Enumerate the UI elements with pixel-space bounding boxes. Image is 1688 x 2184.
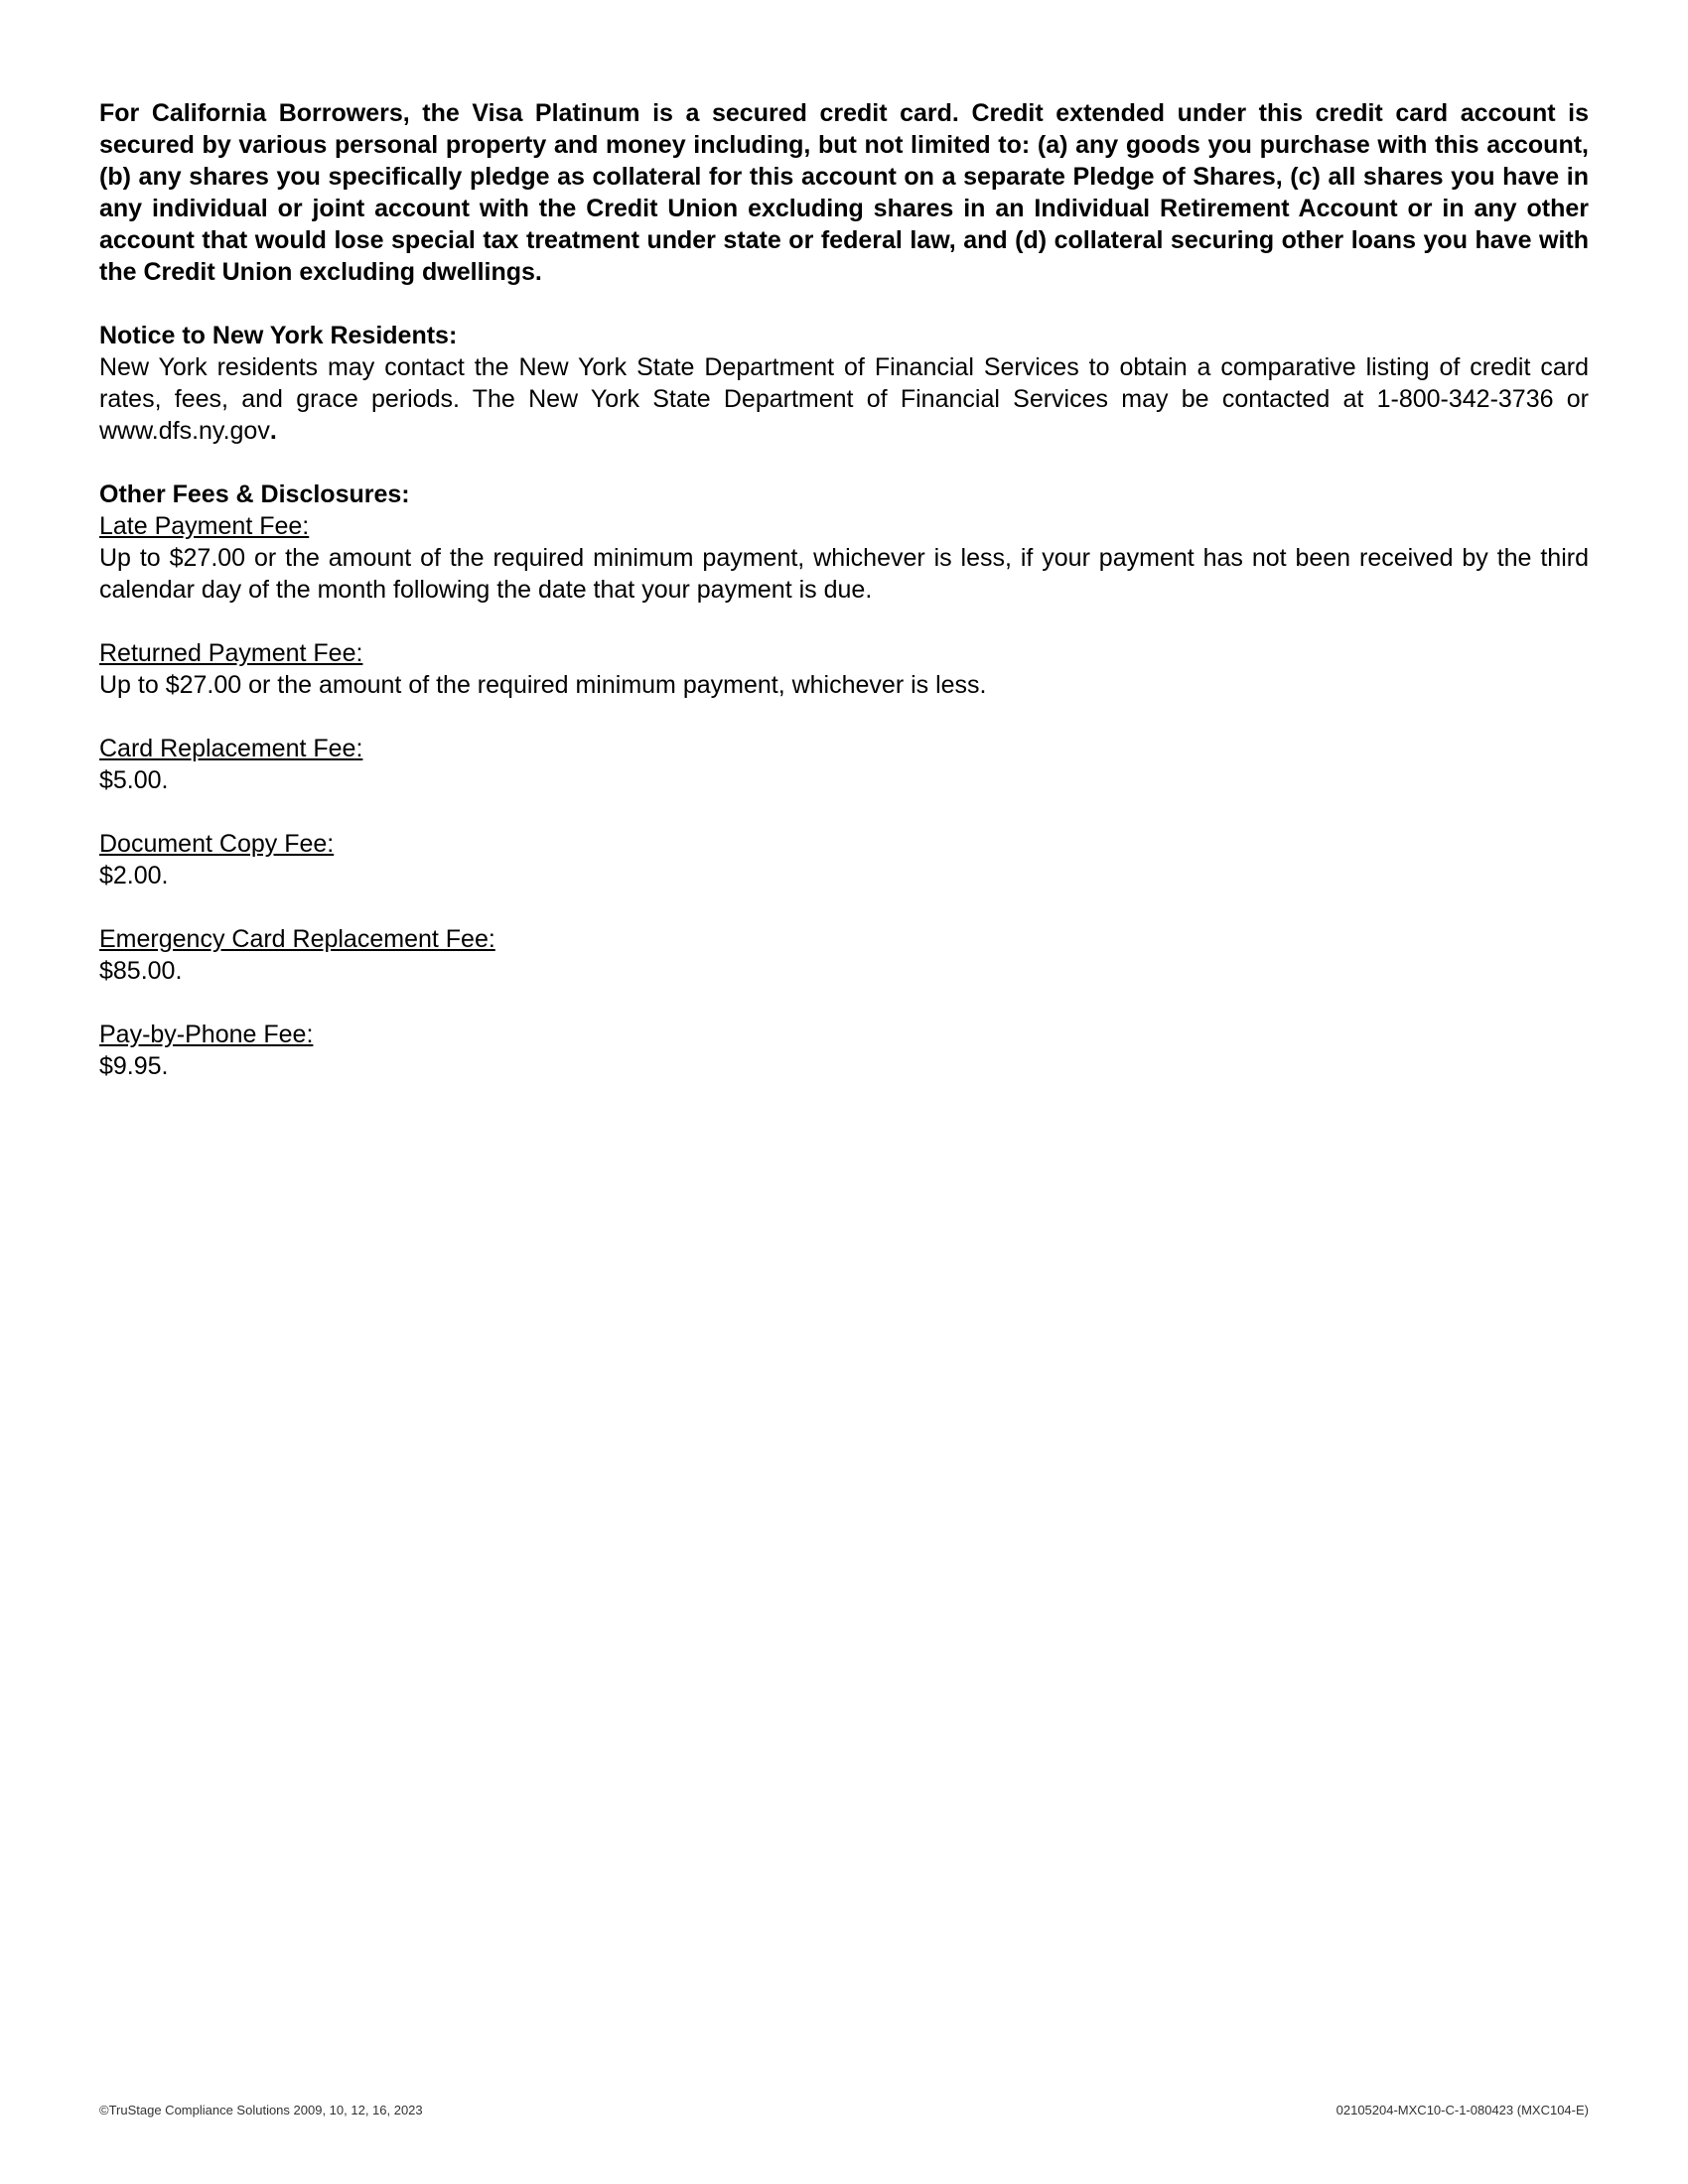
fee-text: $5.00.	[99, 766, 169, 794]
fee-document-copy	[99, 828, 1589, 891]
new-york-notice-heading: Notice to New York Residents:	[99, 322, 458, 349]
new-york-notice-period: .	[269, 417, 277, 445]
fee-label: Document Copy Fee:	[99, 830, 335, 858]
fee-label: Emergency Card Replacement Fee:	[99, 925, 495, 953]
new-york-notice-body	[99, 351, 1589, 447]
fee-pay-by-phone	[99, 1019, 1589, 1082]
footer-form-number: 02105204-MXC10-C-1-080423 (MXC104-E)	[1336, 2103, 1589, 2117]
california-borrowers-notice: For California Borrowers, the Visa Platinum is a secured credit card. Credit extended under this credit card account is secured by various personal property and money including, but not limited to: (a) any goods you purchase with this account, (b) any shares you specifically pledge as collateral for this account on a separate Pledge of Shares, (c) all shares you have in any individual or joint account with the Credit Union excluding shares in an Individual Retirement Account or in any other account that would lose special tax treatment under state or federal law, and (d) collateral securing other loans you have with the Credit Union excluding dwellings.	[99, 99, 1589, 286]
fee-label: Card Replacement Fee:	[99, 735, 363, 762]
document-page	[99, 97, 1589, 1114]
fee-text: $85.00.	[99, 957, 183, 985]
fee-text: Up to $27.00 or the amount of the required minimum payment, whichever is less.	[99, 671, 987, 699]
footer-copyright: ©TruStage Compliance Solutions 2009, 10, 12, 16, 2023	[99, 2103, 423, 2117]
fee-text: Up to $27.00 or the amount of the required minimum payment, whichever is less, if your payment has not been received by the third calendar day of the month following the date that your payment is due.	[99, 544, 1589, 604]
fee-label: Late Payment Fee:	[99, 512, 310, 540]
fee-label: Pay-by-Phone Fee:	[99, 1021, 314, 1048]
fee-label: Returned Payment Fee:	[99, 639, 363, 667]
fee-late-payment	[99, 510, 1589, 606]
fee-emergency-card-replacement	[99, 923, 1589, 987]
other-fees-heading: Other Fees & Disclosures:	[99, 480, 410, 508]
fee-text: $2.00.	[99, 862, 169, 889]
fee-returned-payment	[99, 637, 1589, 701]
new-york-notice-text: New York residents may contact the New York State Department of Financial Services to obtain a comparative listing of credit card rates, fees, and grace periods. The New York State Department of Financial Services may be contacted at 1-800-342-3736 or www.dfs.ny.gov	[99, 353, 1589, 445]
fee-card-replacement	[99, 733, 1589, 796]
fee-text: $9.95.	[99, 1052, 169, 1080]
